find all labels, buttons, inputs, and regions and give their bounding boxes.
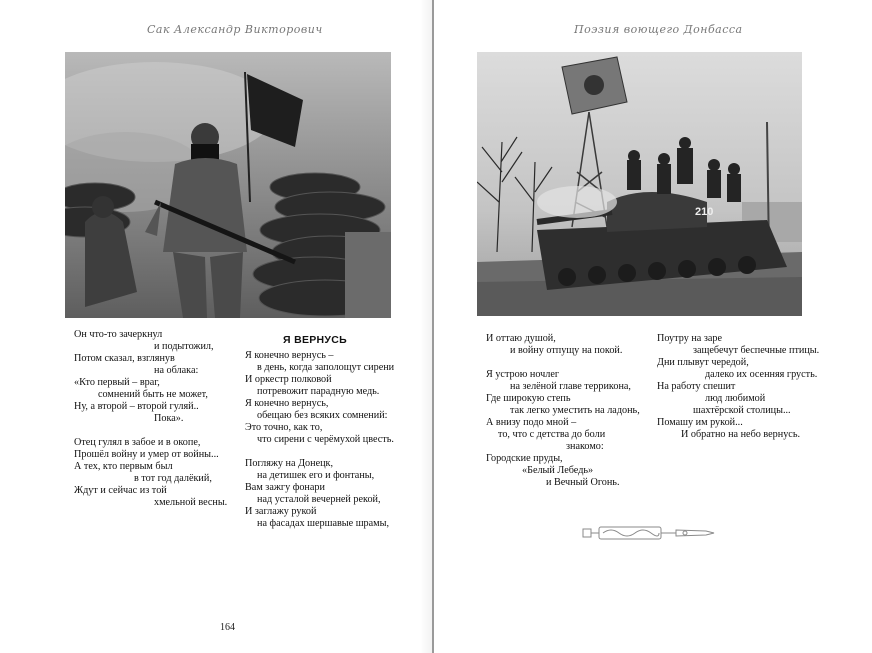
right-page <box>434 0 872 653</box>
poem-line: Отец гулял в забое и в окопе, <box>74 437 201 448</box>
poem-line: знакомо: <box>566 441 604 452</box>
poem-line: далеко их осенняя грусть. <box>705 369 818 380</box>
poem-line: в тот год далёкий, <box>134 473 212 484</box>
stanza-gap <box>245 446 394 458</box>
poem-line: Дни плывут чередой, <box>657 357 749 368</box>
poem-line: обещаю без всяких сомнений: <box>257 410 388 421</box>
poem-continuation-column <box>74 329 227 509</box>
poem-title: Я ВЕРНУСЬ <box>283 334 347 346</box>
poem-line: И оркестр полковой <box>245 374 332 385</box>
poem-line: на детишек его и фонтаны, <box>257 470 375 481</box>
poem-line: так легко уместить на ладонь, <box>510 405 640 416</box>
poem-line: И обратно на небо вернусь. <box>681 429 801 440</box>
poem-line: А внизу подо мной – <box>486 417 577 428</box>
poem-line: что сирени с черёмухой цвесть. <box>257 434 394 445</box>
poem-line: защебечут беспечные птицы. <box>693 345 820 356</box>
poem-line: Я устрою ночлег <box>486 369 560 380</box>
poem-line: и войну отпущу на покой. <box>510 345 623 356</box>
page-number: 164 <box>220 622 235 633</box>
poem-line: и подытожил, <box>154 341 214 352</box>
poem-line: «Белый Лебедь» <box>522 465 594 476</box>
poem-ya-vernus-column <box>245 334 394 530</box>
poem-line: на облака: <box>154 365 199 376</box>
stanza-gap <box>74 425 227 437</box>
poem-line: И оттаю душой, <box>486 333 556 344</box>
poem-line: люд любимой <box>705 393 766 404</box>
poem-line: Вам зажгу фонари <box>245 482 325 493</box>
poem-line: потревожит парадную медь. <box>257 386 380 397</box>
poem-line: А тех, кто первым был <box>74 461 173 472</box>
poem-line: на фасадах шершавые шрамы, <box>257 518 390 529</box>
poem-line: Потом сказал, взглянув <box>74 353 175 364</box>
poem-line: Пока». <box>154 413 184 424</box>
poem-line: И заглажу рукой <box>245 506 317 517</box>
poem-line: Прошёл войну и умер от войны... <box>74 449 219 460</box>
poem-line: «Кто первый – враг, <box>74 377 160 388</box>
ornament-divider <box>581 522 719 544</box>
poem-line: Он что-то зачеркнул <box>74 329 163 340</box>
poem-line: в день, когда заполощут сирени <box>257 362 395 373</box>
poem-line: Помашу им рукой... <box>657 417 743 428</box>
poem-line: шахтёрской столицы... <box>693 405 791 416</box>
poem-line: и Вечный Огонь. <box>546 477 620 488</box>
tank-number-label: 210 <box>695 206 714 218</box>
poem-line: Я конечно вернусь, <box>245 398 329 409</box>
poem-continuation-column-right <box>486 333 640 489</box>
left-page-header: Сак Александр Викторович <box>147 23 323 36</box>
poem-final-column <box>657 333 819 441</box>
soldier-barricade-photo <box>65 52 391 318</box>
gutter-shadow <box>420 0 432 653</box>
poem-line: сомнений быть не может, <box>98 389 208 400</box>
poem-line: над усталой вечерней рекой, <box>257 494 381 505</box>
stanza-gap <box>486 357 640 369</box>
poem-line: то, что с детства до боли <box>498 429 606 440</box>
poem-line: Это точно, как то, <box>245 422 323 433</box>
left-page <box>0 0 433 653</box>
poem-line: Я конечно вернусь – <box>245 350 334 361</box>
poem-line: Где широкую степь <box>486 393 571 404</box>
poem-line: Ждут и сейчас из тoй <box>74 485 167 496</box>
poem-line: Ну, а второй – второй гуляй.. <box>74 401 199 412</box>
poem-line: Городские пруды, <box>486 453 563 464</box>
poem-line: хмельной весны. <box>154 497 228 508</box>
poem-line: на зелёной главе терриконa, <box>510 381 631 392</box>
poem-line: Поутру на заре <box>657 333 723 344</box>
right-page-header: Поэзия воющего Донбасса <box>574 23 743 36</box>
poem-line: На работу спешит <box>657 381 736 392</box>
tank-photo <box>477 52 802 316</box>
poem-line: Погляжу на Донецк, <box>245 458 334 469</box>
